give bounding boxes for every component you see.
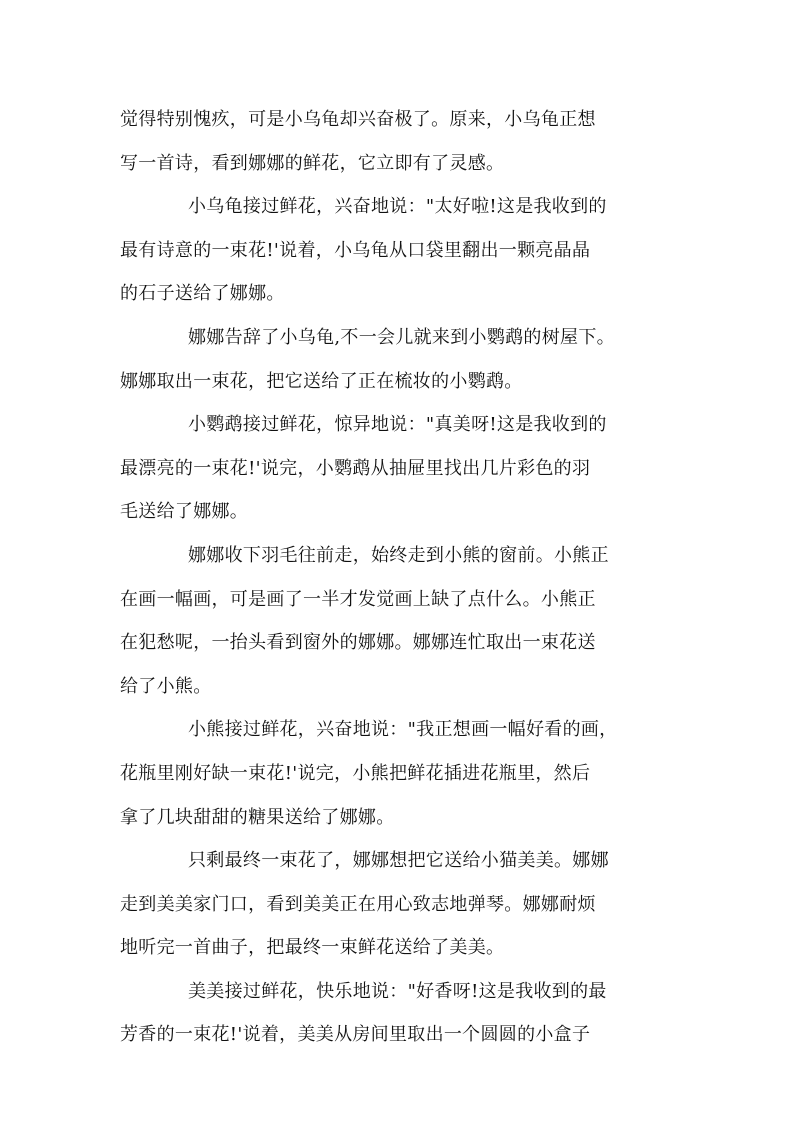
- text-line: 在画一幅画，可是画了一半才发觉画上缺了点什么。小熊正: [120, 588, 596, 610]
- paragraph-start-line: 娜娜告辞了小乌龟,不一会儿就来到小鹦鹉的树屋下。: [188, 326, 615, 348]
- paragraph-start-line: 小乌龟接过鲜花，兴奋地说："太好啦!这是我收到的: [188, 196, 607, 218]
- paragraph-start-line: 小鹦鹉接过鲜花，惊异地说："真美呀!这是我收到的: [188, 414, 607, 436]
- text-line: 最有诗意的一束花!'说着，小乌龟从口袋里翻出一颗亮晶晶: [120, 239, 591, 261]
- text-line: 给了小熊。: [120, 675, 212, 697]
- text-line: 最漂亮的一束花!'说完，小鹦鹉从抽屉里找出几片彩色的羽: [120, 457, 591, 479]
- text-line: 芳香的一束花!'说着，美美从房间里取出一个圆圆的小盒子: [120, 1024, 591, 1046]
- text-line: 毛送给了娜娜。: [120, 501, 249, 523]
- story-text: [120, 98, 676, 1057]
- text-line: 拿了几块甜甜的糖果送给了娜娜。: [120, 806, 395, 828]
- text-line: 娜娜取出一束花，把它送给了正在梳妆的小鹦鹉。: [120, 370, 523, 392]
- text-line: 走到美美家门口，看到美美正在用心致志地弹琴。娜娜耐烦: [120, 893, 596, 915]
- paragraph-start-line: 只剩最终一束花了，娜娜想把它送给小猫美美。娜娜: [188, 850, 609, 872]
- text-line: 在犯愁呢，一抬头看到窗外的娜娜。娜娜连忙取出一束花送: [120, 632, 596, 654]
- paragraph-start-line: 小熊接过鲜花，兴奋地说："我正想画一幅好看的画，: [188, 719, 618, 741]
- text-line: 地听完一首曲子，把最终一束鲜花送给了美美。: [120, 937, 505, 959]
- text-line: 的石子送给了娜娜。: [120, 283, 285, 305]
- paragraph-start-line: 美美接过鲜花，快乐地说："好香呀!这是我收到的最: [188, 980, 607, 1002]
- text-line: 花瓶里刚好缺一束花!'说完，小熊把鲜花插进花瓶里，然后: [120, 762, 591, 784]
- paragraph-start-line: 娜娜收下羽毛往前走，始终走到小熊的窗前。小熊正: [188, 544, 609, 566]
- text-line: 写一首诗，看到娜娜的鲜花，它立即有了灵感。: [120, 152, 505, 174]
- text-line: 觉得特别愧疚，可是小乌龟却兴奋极了。原来，小乌龟正想: [120, 109, 596, 130]
